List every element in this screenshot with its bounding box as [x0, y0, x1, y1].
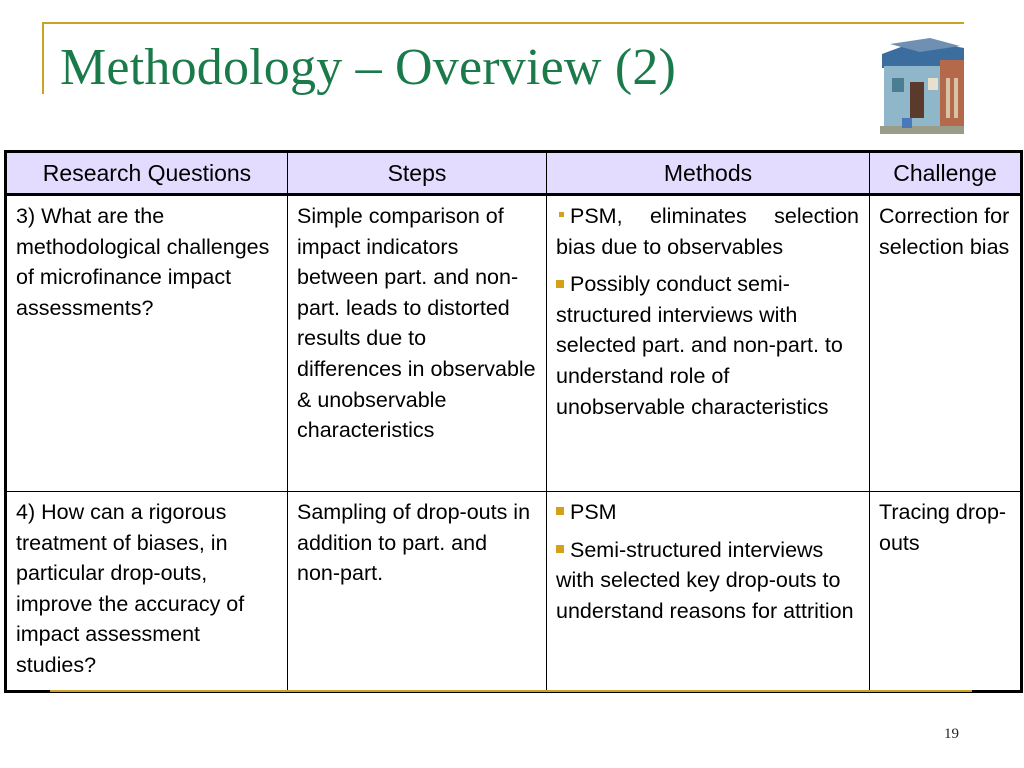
- top-gold-rule: [42, 22, 964, 24]
- challenge-cell: Correction for selection bias: [870, 195, 1022, 492]
- method-item: PSM: [556, 497, 859, 528]
- method-item: Semi-structured interviews with selected key drop-outs to understand reasons for attrition: [556, 537, 854, 623]
- method-item: PSM, eliminates selection bias due to observables: [556, 204, 859, 259]
- steps-cell: Simple comparison of impact indicators between part. and non-part. leads to distorted results due to differences in observable & unobservable characteristics: [288, 195, 547, 492]
- challenge-cell: Tracing drop-outs: [870, 492, 1022, 692]
- left-gold-rule: [42, 22, 44, 94]
- steps-cell: Sampling of drop-outs in addition to part. and non-part.: [288, 492, 547, 692]
- question-cell: 3) What are the methodological challenges of microfinance impact assessments?: [6, 195, 288, 492]
- table-row: [6, 492, 1022, 692]
- header-research-questions: Research Questions: [6, 152, 288, 195]
- slide-title: Methodology – Overview (2): [60, 39, 677, 96]
- methods-cell: [547, 195, 870, 492]
- methods-cell: [547, 492, 870, 692]
- square-bullet-icon: [556, 507, 564, 515]
- square-bullet-icon: [559, 212, 564, 217]
- square-bullet-icon: [556, 280, 564, 288]
- bottom-gold-rule: [50, 690, 972, 692]
- method-item: Possibly conduct semi-structured interviews with selected part. and non-part. to understand role of unobservable characteristics: [556, 272, 843, 419]
- header-methods: Methods: [547, 152, 870, 195]
- header-steps: Steps: [288, 152, 547, 195]
- table-header-row: [6, 152, 1022, 195]
- page-number: 19: [944, 726, 959, 742]
- slum-house-photo: [880, 38, 964, 134]
- methodology-table: [4, 150, 1023, 693]
- square-bullet-icon: [556, 545, 564, 553]
- question-cell: 4) How can a rigorous treatment of biases, in particular drop-outs, improve the accuracy of impact assessment studies?: [6, 492, 288, 692]
- header-challenge: Challenge: [870, 152, 1022, 195]
- table-row: [6, 195, 1022, 492]
